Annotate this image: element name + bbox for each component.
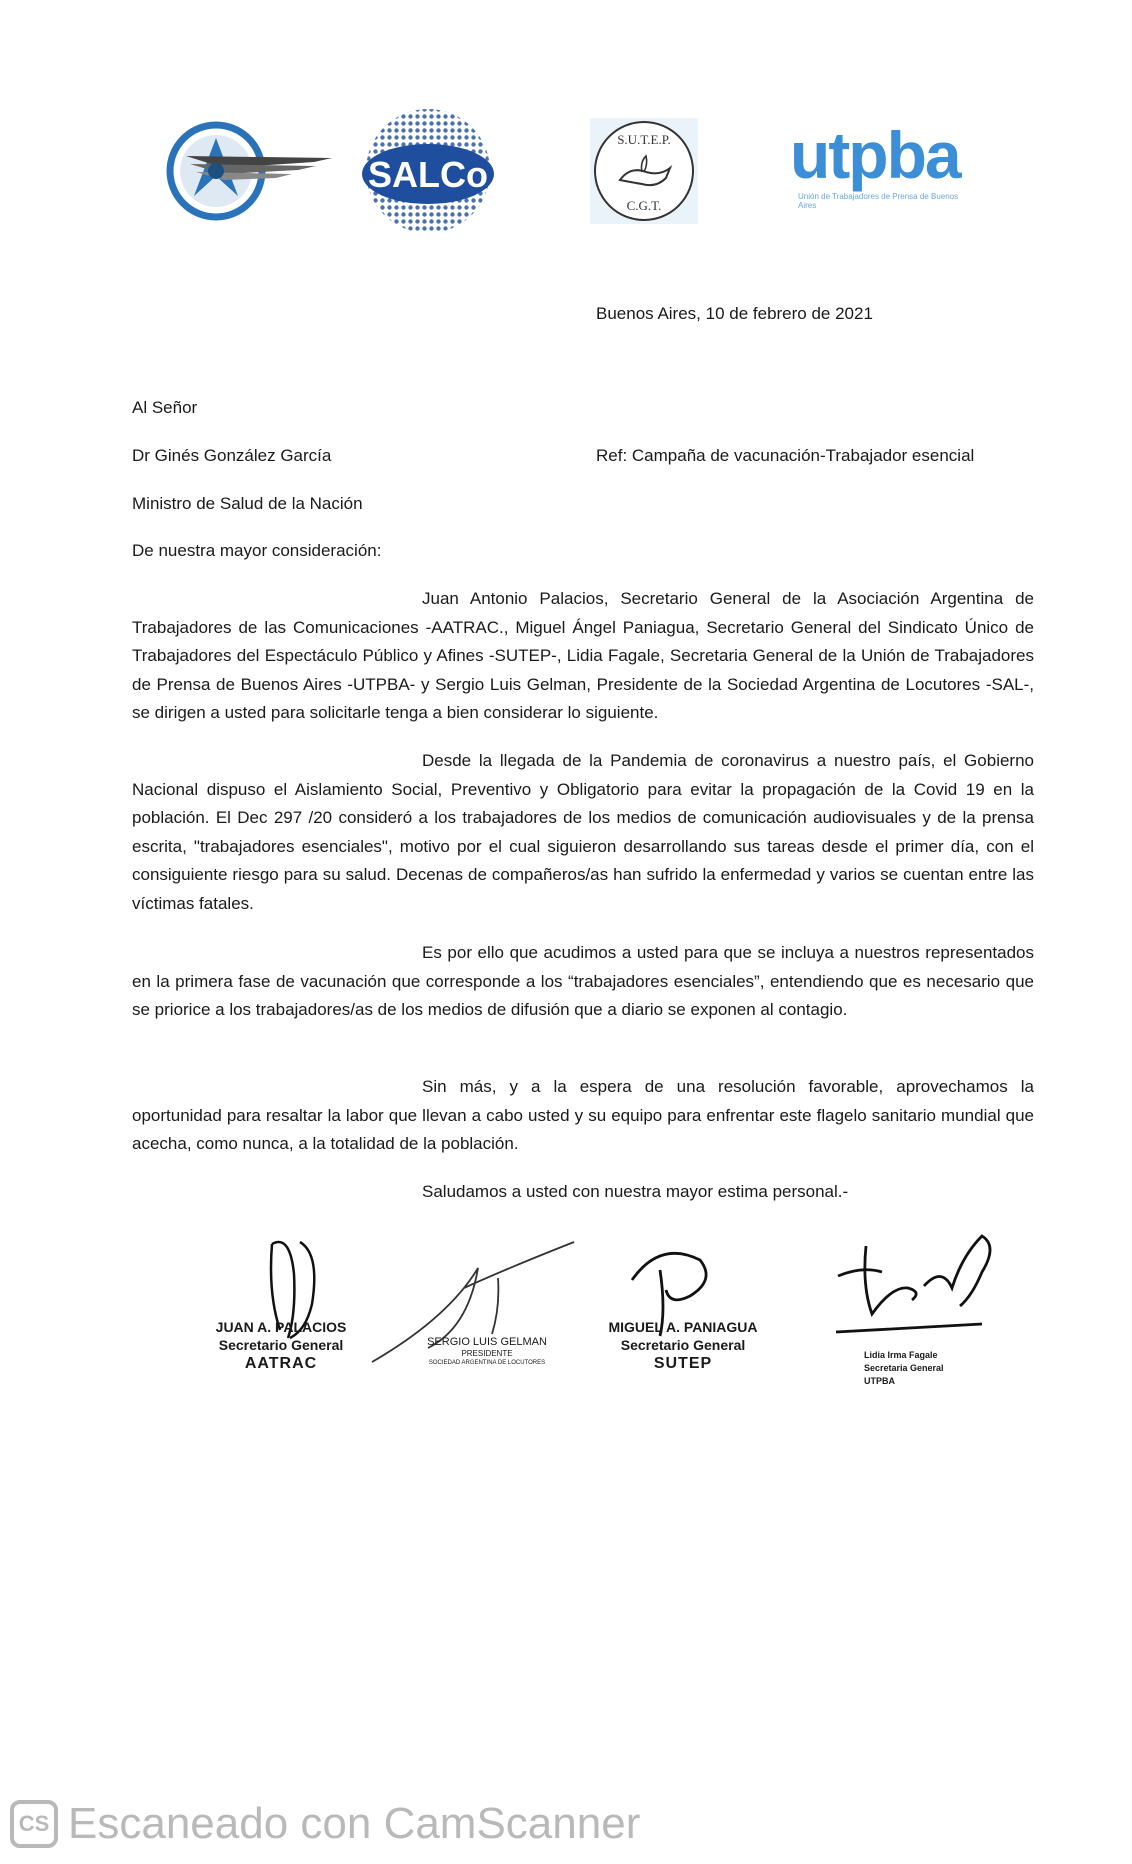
signature-paniagua [598,1318,768,1374]
paragraph-4: Sin más, y a la espera de una resolución favorable, aprovechamos la oportunidad para resaltar la labor que llevan a cabo usted y su equipo para enfrentar este flagelo sanitario mundial que acecha, como nunca, a la totalidad de la población. [132,1077,1034,1154]
signature-gelman-title: PRESIDENTE [461,1349,513,1358]
signature-fagale-name: Lidia Irma Fagale [864,1350,938,1360]
salutation: De nuestra mayor consideración: [132,541,382,560]
signature-scribble-fagale [832,1226,1002,1336]
utpba-logo-subtitle: Unión de Trabajadores de Prensa de Buenos Aires [798,192,959,210]
signature-gelman-org: SOCIEDAD ARGENTINA DE LOCUTORES [428,1360,546,1366]
camscanner-text: Escaneado con CamScanner [68,1799,641,1848]
reference-line: Ref: Campaña de vacunación-Trabajador esencial [596,446,975,465]
utpba-logo-main: utpba [790,118,960,192]
signature-fagale [864,1349,1004,1388]
signature-paniagua-org: SUTEP [653,1355,713,1372]
closing-line: Saludamos a usted con nuestra mayor estima personal.- [422,1182,849,1201]
signature-palacios-name: JUAN A. PALACIOS [215,1319,347,1335]
salco-logo-text: SALCo [368,154,488,195]
camscanner-badge-text: CS [18,1811,50,1836]
paragraph-2: Desde la llegada de la Pandemia de coronavirus a nuestro país, el Gobierno Nacional dispuso el Aislamiento Social, Preventivo y Obligatorio para evitar la propagación de la Covid 19 en la población. El Dec 297 /20 consideró a los trabajadores de los medios de comunicación audiovisuales y de la prensa escrita, "trabajadores esenciales", motivo por el cual siguieron desarrollando sus tareas desde el primer día, con el consiguiente riesgo para su salud. Decenas de compañeros/as han sufrido la enfermedad y varios se cuentan entre las víctimas fatales. [132,751,1034,913]
camscanner-badge-icon [10,1800,58,1848]
recipient-line-1: Al Señor [132,398,198,417]
paragraph-3: Es por ello que acudimos a usted para que se incluya a nuestros representados en la primera fase de vacunación que corresponde a los “trabajadores esenciales”, entendiendo que es necesario que se priorice a los trabajadores/as de los medios de difusión que a diario se exponen al contagio. [132,943,1034,1020]
logo-row [0,100,1132,240]
signature-paniagua-name: MIGUEL A. PANIAGUA [608,1319,758,1335]
utpba-logo [790,118,970,218]
sutep-logo [590,118,698,224]
recipient-line-3: Ministro de Salud de la Nación [132,494,363,513]
signature-fagale-org: UTPBA [864,1376,895,1386]
signature-gelman [412,1336,562,1367]
signature-palacios [206,1318,356,1374]
paragraph-1: Juan Antonio Palacios, Secretario General de la Asociación Argentina de Trabajadores de las Comunicaciones -AATRAC., Miguel Ángel Paniagua, Secretario General del Sindicato Único de Trabajadores del Espectáculo Público y Afines -SUTEP-, Lidia Fagale, Secretaria General de la Unión de Trabajadores de Prensa de Buenos Aires -UTPBA- y Sergio Luis Gelman, Presidente de la Sociedad Argentina de Locutores -SAL-, se dirigen a usted para solicitarle tenga a bien considerar lo siguiente. [132,589,1034,723]
salco-logo [358,106,498,236]
sutep-logo-bottom-text: C.G.T. [626,198,662,213]
signature-palacios-title: Secretario General [218,1337,344,1353]
sutep-logo-top-text: S.U.T.E.P. [617,132,671,147]
letter-date: Buenos Aires, 10 de febrero de 2021 [596,304,873,323]
signature-palacios-org: AATRAC [244,1355,318,1372]
signature-gelman-name: SERGIO LUIS GELMAN [427,1336,547,1348]
signature-paniagua-title: Secretario General [620,1337,746,1353]
aatrac-logo [164,116,336,226]
signature-fagale-title: Secretaria General [864,1363,944,1373]
recipient-line-2: Dr Ginés González García [132,446,332,465]
